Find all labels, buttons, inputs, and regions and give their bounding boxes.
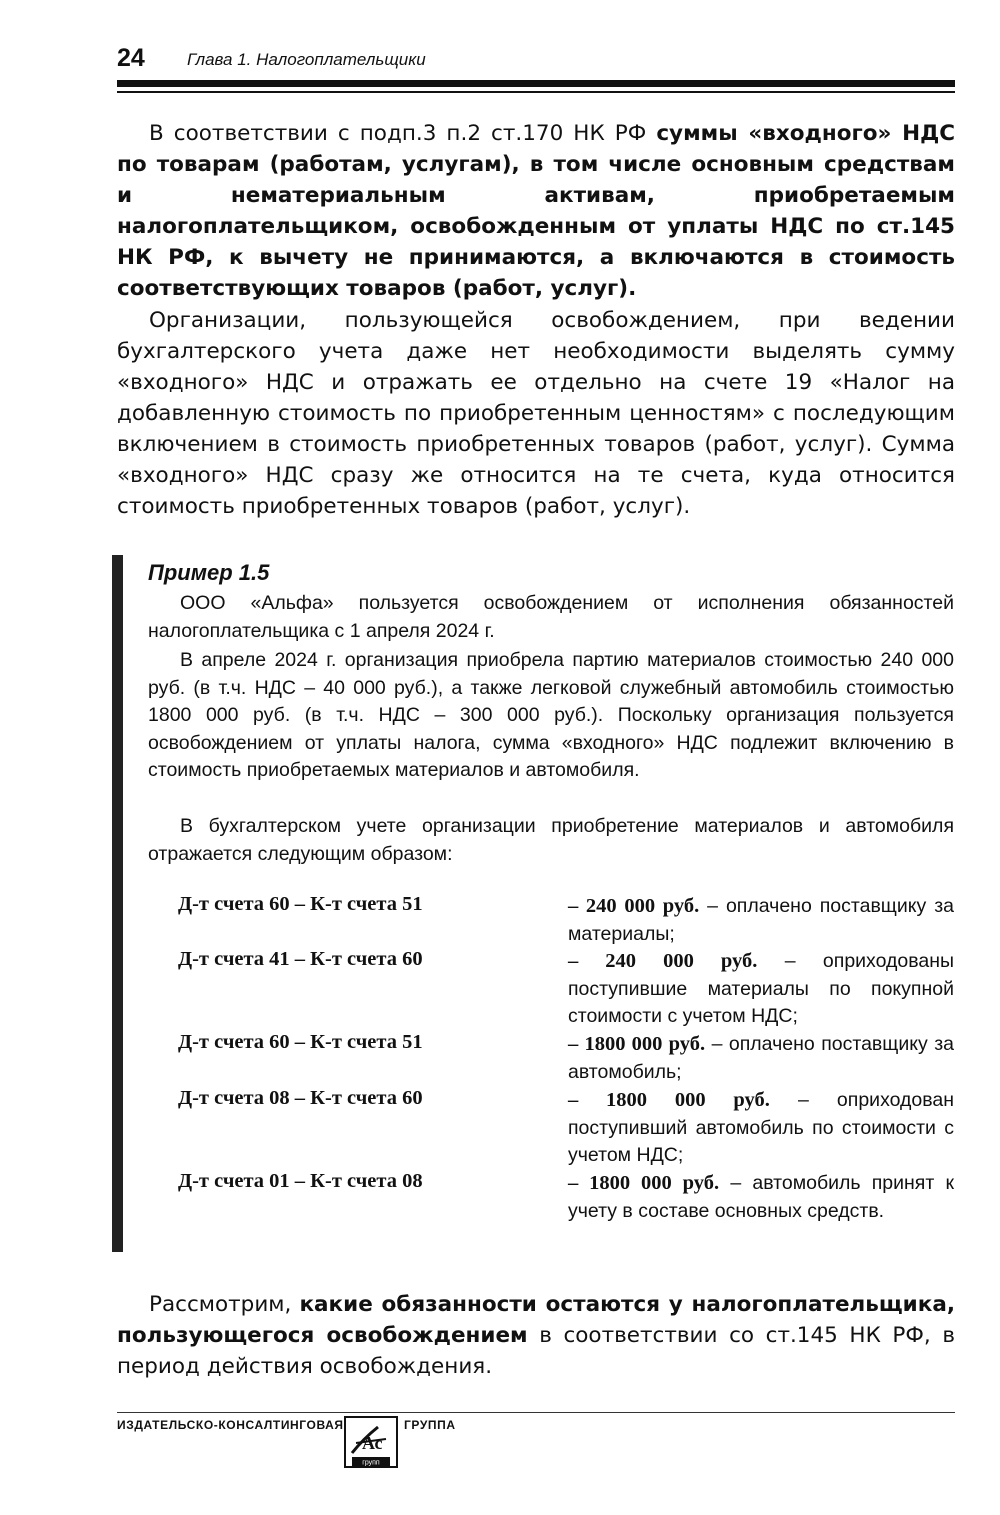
logo-mark-text: Ас [362, 1433, 383, 1453]
posting-description: – 1800 000 руб. – оплачено поставщику за автомобиль; [568, 1033, 954, 1083]
publisher-logo [342, 1413, 400, 1473]
posting-description: – 240 000 руб. – оприходованы поступившие материалы по покупной стоимости с учетом НДС; [568, 950, 954, 1027]
page-header [117, 44, 955, 74]
header-rule-thick [117, 80, 955, 87]
posting-description: – 1800 000 руб. – автомобиль принят к учету в составе основных средств. [568, 1172, 954, 1222]
header-rule-thin [117, 91, 955, 93]
logo-caption: групп [362, 1459, 380, 1467]
example-paragraph-3: В бухгалтерском учете организации приобретение материалов и автомобиля отражается следующим образом: [148, 815, 954, 865]
paragraph-2: Организации, пользующейся освобождением, при ведении бухгалтерского учета даже нет необходимости выделять сумму «входного» НДС и отражать ее отдельно на счете 19 «Налог на добавленную стоимость по приобретенным ценностям» с последующим включением в стоимость приобретенных товаров (работ, услуг). Сумма «входного» НДС сразу же относится на те счета, куда относится стоимость приобретенных товаров (работ, услуг). [117, 308, 955, 519]
posting-accounts: Д-т счета 08 – К-т счета 60 [178, 1087, 423, 1109]
posting-description: – 240 000 руб. – оплачено поставщику за материалы; [568, 895, 954, 945]
example-paragraph-2: В апреле 2024 г. организация приобрела партию материалов стоимостью 240 000 руб. (в т.ч. НДС – 40 000 руб.), а также легковой служебный автомобиль стоимостью 1800 000 руб. (в т.ч. НДС – 300 000 руб.). Поскольку организация пользуется освобождением от уплаты налога, сумма «входного» НДС подлежит включению в стоимость приобретаемых материалов и автомобиля. [148, 649, 954, 781]
posting-accounts: Д-т счета 01 – К-т счета 08 [178, 1170, 423, 1192]
paragraph-1: В соответствии с подп.3 п.2 ст.170 НК РФ суммы «входного» НДС по товарам (работам, услугам), в том числе основным средствам и нематериальным активам, приобретаемым налогоплательщиком, освобожденным от уплаты НДС по ст.145 НК РФ, к вычету не принимаются, а включаются в стоимость соответствующих товаров (работ, услуг). [117, 121, 955, 301]
paragraph-3: Рассмотрим, какие обязанности остаются у налогоплательщика, пользующегося освобождением в соответствии со ст.145 НК РФ, в период действия освобождения. [117, 1292, 955, 1379]
page-number: 24 [117, 44, 145, 72]
example-paragraph-1: ООО «Альфа» пользуется освобождением от исполнения обязанностей налогоплательщика с 1 апреля 2024 г. [148, 592, 954, 642]
example-sidebar-bar [112, 555, 123, 1252]
example-title: Пример 1.5 [148, 560, 270, 585]
footer-rule [117, 1412, 955, 1413]
publisher-name-left: ИЗДАТЕЛЬСКО-КОНСАЛТИНГОВАЯ [117, 1418, 344, 1432]
posting-description: – 1800 000 руб. – оприходован поступивший автомобиль по стоимости с учетом НДС; [568, 1089, 954, 1166]
posting-accounts: Д-т счета 60 – К-т счета 51 [178, 893, 423, 915]
chapter-title: Глава 1. Налогоплательщики [187, 50, 426, 69]
posting-accounts: Д-т счета 60 – К-т счета 51 [178, 1031, 423, 1053]
publisher-name-right: ГРУППА [404, 1418, 456, 1432]
posting-accounts: Д-т счета 41 – К-т счета 60 [178, 948, 423, 970]
